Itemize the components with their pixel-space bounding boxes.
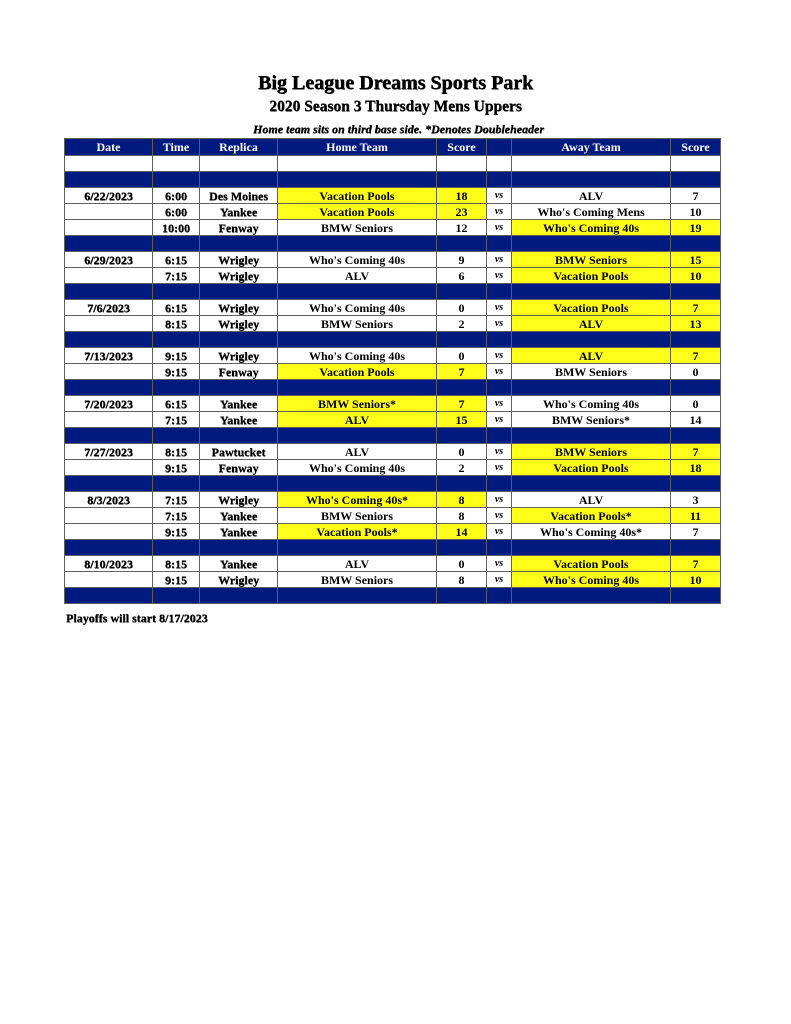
separator-band-cell <box>153 380 200 396</box>
home-team: BMW Seniors <box>278 220 437 236</box>
blank-row-cell <box>278 156 437 172</box>
separator-band-cell <box>437 236 487 252</box>
blank-row-cell <box>153 156 200 172</box>
separator-band-cell <box>65 284 153 300</box>
separator-band-cell <box>487 540 512 556</box>
separator-band <box>65 236 721 252</box>
home-team: BMW Seniors* <box>278 396 437 412</box>
separator-band-cell <box>512 588 671 604</box>
separator-band-cell <box>65 540 153 556</box>
separator-band-cell <box>437 284 487 300</box>
vs-label: vs <box>487 316 512 332</box>
game-time: 7:15 <box>153 412 200 428</box>
col-header-home-score: Score <box>437 139 487 156</box>
game-date <box>65 508 153 524</box>
vs-label: vs <box>487 444 512 460</box>
separator-band-cell <box>200 540 278 556</box>
game-replica: Wrigley <box>200 572 278 588</box>
col-header-date: Date <box>65 139 153 156</box>
away-team: Who's Coming 40s <box>512 220 671 236</box>
separator-band-cell <box>671 236 721 252</box>
separator-band-cell <box>65 588 153 604</box>
away-team: BMW Seniors <box>512 444 671 460</box>
game-replica: Wrigley <box>200 300 278 316</box>
game-replica: Wrigley <box>200 348 278 364</box>
away-team: Vacation Pools <box>512 556 671 572</box>
game-date: 8/3/2023 <box>65 492 153 508</box>
separator-band-cell <box>153 284 200 300</box>
home-score: 6 <box>437 268 487 284</box>
game-time: 7:15 <box>153 268 200 284</box>
home-score: 2 <box>437 460 487 476</box>
vs-label: vs <box>487 268 512 284</box>
away-team: Vacation Pools <box>512 460 671 476</box>
game-row <box>65 316 721 332</box>
separator-band-cell <box>65 476 153 492</box>
away-score: 19 <box>671 220 721 236</box>
game-replica: Fenway <box>200 460 278 476</box>
separator-band-cell <box>437 588 487 604</box>
game-time: 9:15 <box>153 460 200 476</box>
separator-band-cell <box>200 588 278 604</box>
home-team: BMW Seniors <box>278 572 437 588</box>
separator-band-cell <box>278 476 437 492</box>
home-team: ALV <box>278 444 437 460</box>
separator-band-cell <box>671 428 721 444</box>
vs-label: vs <box>487 252 512 268</box>
separator-band-cell <box>512 476 671 492</box>
game-row <box>65 556 721 572</box>
separator-band-cell <box>278 428 437 444</box>
home-team: Vacation Pools <box>278 364 437 380</box>
game-date: 6/22/2023 <box>65 188 153 204</box>
game-time: 8:15 <box>153 444 200 460</box>
separator-band-cell <box>512 332 671 348</box>
game-time: 9:15 <box>153 348 200 364</box>
game-date: 7/27/2023 <box>65 444 153 460</box>
separator-band-cell <box>153 236 200 252</box>
game-row <box>65 220 721 236</box>
separator-band-cell <box>153 540 200 556</box>
vs-label: vs <box>487 300 512 316</box>
separator-band-cell <box>200 284 278 300</box>
separator-band <box>65 172 721 188</box>
game-replica: Fenway <box>200 364 278 380</box>
separator-band <box>65 332 721 348</box>
game-time: 6:00 <box>153 188 200 204</box>
game-date: 6/29/2023 <box>65 252 153 268</box>
home-score: 18 <box>437 188 487 204</box>
col-header-home-team: Home Team <box>278 139 437 156</box>
game-replica: Des Moines <box>200 188 278 204</box>
home-team: BMW Seniors <box>278 508 437 524</box>
playoffs-note: Playoffs will start 8/17/2023 <box>66 611 208 625</box>
game-replica: Yankee <box>200 556 278 572</box>
away-team: Vacation Pools <box>512 300 671 316</box>
away-team: BMW Seniors <box>512 364 671 380</box>
away-score: 15 <box>671 252 721 268</box>
away-team: Who's Coming 40s <box>512 396 671 412</box>
vs-label: vs <box>487 572 512 588</box>
separator-band-cell <box>437 380 487 396</box>
game-replica: Wrigley <box>200 316 278 332</box>
home-score: 14 <box>437 524 487 540</box>
separator-band-cell <box>278 588 437 604</box>
blank-row-cell <box>487 156 512 172</box>
blank-row-cell <box>65 156 153 172</box>
home-score: 2 <box>437 316 487 332</box>
home-team: ALV <box>278 556 437 572</box>
home-team: ALV <box>278 412 437 428</box>
game-row <box>65 412 721 428</box>
game-date <box>65 460 153 476</box>
col-header-vs <box>487 139 512 156</box>
home-score: 15 <box>437 412 487 428</box>
game-row <box>65 460 721 476</box>
separator-band-cell <box>671 540 721 556</box>
game-replica: Wrigley <box>200 268 278 284</box>
separator-band-cell <box>153 428 200 444</box>
away-score: 7 <box>671 300 721 316</box>
away-team: BMW Seniors <box>512 252 671 268</box>
home-team: Who's Coming 40s <box>278 348 437 364</box>
separator-band-cell <box>278 172 437 188</box>
separator-band-cell <box>278 540 437 556</box>
separator-band-cell <box>278 332 437 348</box>
vs-label: vs <box>487 188 512 204</box>
home-score: 9 <box>437 252 487 268</box>
vs-label: vs <box>487 364 512 380</box>
separator-band-cell <box>65 236 153 252</box>
away-score: 13 <box>671 316 721 332</box>
game-replica: Yankee <box>200 204 278 220</box>
separator-band <box>65 428 721 444</box>
away-team: ALV <box>512 348 671 364</box>
game-row <box>65 300 721 316</box>
separator-band-cell <box>65 380 153 396</box>
separator-band-cell <box>671 588 721 604</box>
game-row <box>65 396 721 412</box>
separator-band-cell <box>487 284 512 300</box>
home-team: Who's Coming 40s* <box>278 492 437 508</box>
home-team: Vacation Pools* <box>278 524 437 540</box>
home-team: Who's Coming 40s <box>278 252 437 268</box>
vs-label: vs <box>487 460 512 476</box>
separator-band-cell <box>437 476 487 492</box>
away-score: 7 <box>671 524 721 540</box>
home-score: 8 <box>437 508 487 524</box>
separator-band-cell <box>487 588 512 604</box>
game-row <box>65 188 721 204</box>
away-team: ALV <box>512 316 671 332</box>
away-score: 0 <box>671 396 721 412</box>
home-team: Vacation Pools <box>278 204 437 220</box>
separator-band-cell <box>512 236 671 252</box>
game-date <box>65 524 153 540</box>
separator-band-cell <box>200 476 278 492</box>
game-date <box>65 412 153 428</box>
vs-label: vs <box>487 396 512 412</box>
separator-band <box>65 284 721 300</box>
game-row <box>65 364 721 380</box>
away-team: Vacation Pools* <box>512 508 671 524</box>
game-replica: Yankee <box>200 508 278 524</box>
vs-label: vs <box>487 412 512 428</box>
separator-band-cell <box>200 172 278 188</box>
game-date <box>65 220 153 236</box>
game-replica: Yankee <box>200 524 278 540</box>
away-score: 7 <box>671 348 721 364</box>
blank-row-cell <box>437 156 487 172</box>
page-title: Big League Dreams Sports Park <box>257 72 534 94</box>
separator-band-cell <box>487 428 512 444</box>
col-header-time: Time <box>153 139 200 156</box>
game-time: 6:15 <box>153 300 200 316</box>
header-row <box>65 139 721 156</box>
separator-band-cell <box>200 236 278 252</box>
game-row <box>65 204 721 220</box>
vs-label: vs <box>487 508 512 524</box>
game-time: 6:00 <box>153 204 200 220</box>
away-score: 7 <box>671 444 721 460</box>
separator-band-cell <box>65 172 153 188</box>
game-time: 10:00 <box>153 220 200 236</box>
game-time: 7:15 <box>153 508 200 524</box>
home-score: 0 <box>437 348 487 364</box>
blank-row-cell <box>671 156 721 172</box>
separator-band-cell <box>487 476 512 492</box>
game-date: 7/6/2023 <box>65 300 153 316</box>
vs-label: vs <box>487 348 512 364</box>
separator-band <box>65 476 721 492</box>
game-replica: Wrigley <box>200 492 278 508</box>
game-replica: Wrigley <box>200 252 278 268</box>
away-team: Vacation Pools <box>512 268 671 284</box>
separator-band-cell <box>65 428 153 444</box>
separator-band-cell <box>487 236 512 252</box>
home-score: 12 <box>437 220 487 236</box>
separator-band-cell <box>671 476 721 492</box>
away-score: 11 <box>671 508 721 524</box>
separator-band <box>65 380 721 396</box>
home-team: Who's Coming 40s <box>278 300 437 316</box>
home-score: 0 <box>437 556 487 572</box>
separator-band <box>65 588 721 604</box>
away-score: 10 <box>671 204 721 220</box>
game-date: 8/10/2023 <box>65 556 153 572</box>
home-score: 0 <box>437 444 487 460</box>
separator-band-cell <box>512 428 671 444</box>
separator-band-cell <box>671 332 721 348</box>
game-date <box>65 364 153 380</box>
separator-band-cell <box>437 428 487 444</box>
separator-band-cell <box>437 332 487 348</box>
home-score: 8 <box>437 572 487 588</box>
separator-band-cell <box>153 172 200 188</box>
game-date <box>65 316 153 332</box>
away-score: 14 <box>671 412 721 428</box>
game-time: 6:15 <box>153 396 200 412</box>
separator-band-cell <box>487 380 512 396</box>
vs-label: vs <box>487 556 512 572</box>
game-row <box>65 444 721 460</box>
game-date <box>65 204 153 220</box>
home-team: Vacation Pools <box>278 188 437 204</box>
separator-band-cell <box>278 380 437 396</box>
game-row <box>65 524 721 540</box>
away-score: 0 <box>671 364 721 380</box>
separator-band-cell <box>153 332 200 348</box>
separator-band-cell <box>512 540 671 556</box>
game-date: 7/13/2023 <box>65 348 153 364</box>
game-date: 7/20/2023 <box>65 396 153 412</box>
separator-band-cell <box>153 588 200 604</box>
home-score: 8 <box>437 492 487 508</box>
page-subtitle: 2020 Season 3 Thursday Mens Uppers <box>269 98 522 115</box>
separator-band-cell <box>437 540 487 556</box>
away-team: ALV <box>512 188 671 204</box>
schedule-table <box>64 138 721 604</box>
game-row <box>65 348 721 364</box>
game-row <box>65 508 721 524</box>
separator-band-cell <box>512 172 671 188</box>
game-time: 7:15 <box>153 492 200 508</box>
separator-band-cell <box>278 236 437 252</box>
game-time: 8:15 <box>153 316 200 332</box>
schedule-body <box>65 156 721 604</box>
home-score: 0 <box>437 300 487 316</box>
separator-band-cell <box>487 172 512 188</box>
game-row <box>65 572 721 588</box>
away-team: BMW Seniors* <box>512 412 671 428</box>
game-row <box>65 252 721 268</box>
game-time: 6:15 <box>153 252 200 268</box>
col-header-replica: Replica <box>200 139 278 156</box>
separator-band-cell <box>437 172 487 188</box>
vs-label: vs <box>487 524 512 540</box>
game-replica: Pawtucket <box>200 444 278 460</box>
game-time: 9:15 <box>153 572 200 588</box>
vs-label: vs <box>487 492 512 508</box>
schedule-note: Home team sits on third base side. *Denotes Doubleheader <box>253 122 544 136</box>
blank-row-cell <box>200 156 278 172</box>
game-row <box>65 492 721 508</box>
separator-band-cell <box>671 284 721 300</box>
vs-label: vs <box>487 204 512 220</box>
separator-band-cell <box>153 476 200 492</box>
away-score: 7 <box>671 556 721 572</box>
separator-band-cell <box>200 332 278 348</box>
away-score: 7 <box>671 188 721 204</box>
separator-band-cell <box>512 380 671 396</box>
blank-row-cell <box>512 156 671 172</box>
separator-band-cell <box>671 380 721 396</box>
away-team: Who's Coming 40s <box>512 572 671 588</box>
away-score: 3 <box>671 492 721 508</box>
vs-label: vs <box>487 220 512 236</box>
away-team: Who's Coming Mens <box>512 204 671 220</box>
separator-band-cell <box>671 172 721 188</box>
separator-band-cell <box>200 428 278 444</box>
game-time: 9:15 <box>153 524 200 540</box>
game-date <box>65 268 153 284</box>
away-score: 10 <box>671 572 721 588</box>
game-date <box>65 572 153 588</box>
col-header-away-score: Score <box>671 139 721 156</box>
away-score: 18 <box>671 460 721 476</box>
separator-band-cell <box>278 284 437 300</box>
home-team: Who's Coming 40s <box>278 460 437 476</box>
home-team: BMW Seniors <box>278 316 437 332</box>
separator-band-cell <box>487 332 512 348</box>
home-score: 7 <box>437 364 487 380</box>
col-header-away-team: Away Team <box>512 139 671 156</box>
separator-band-cell <box>512 284 671 300</box>
home-score: 23 <box>437 204 487 220</box>
game-replica: Yankee <box>200 396 278 412</box>
game-row <box>65 268 721 284</box>
separator-band <box>65 540 721 556</box>
game-time: 9:15 <box>153 364 200 380</box>
home-team: ALV <box>278 268 437 284</box>
away-team: Who's Coming 40s* <box>512 524 671 540</box>
game-time: 8:15 <box>153 556 200 572</box>
away-score: 10 <box>671 268 721 284</box>
away-team: ALV <box>512 492 671 508</box>
game-replica: Fenway <box>200 220 278 236</box>
game-replica: Yankee <box>200 412 278 428</box>
home-score: 7 <box>437 396 487 412</box>
separator-band-cell <box>65 332 153 348</box>
blank-row <box>65 156 721 172</box>
separator-band-cell <box>200 380 278 396</box>
